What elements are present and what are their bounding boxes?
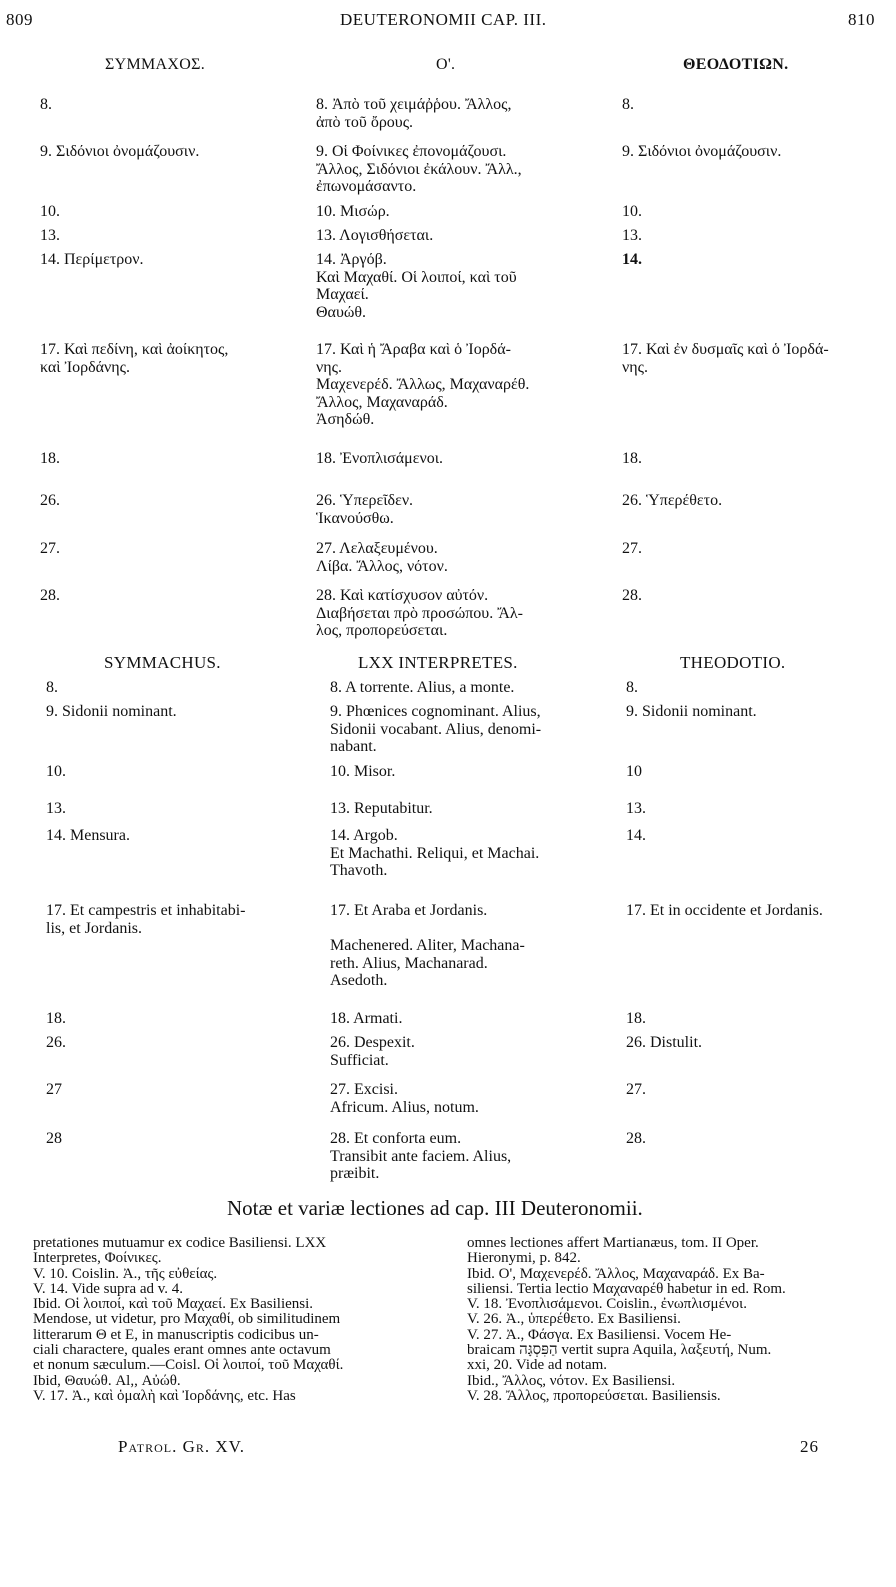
footer-series: Patrol. Gr. XV. bbox=[118, 1437, 246, 1456]
greek-theo-26: 26. Ὑπερέθετο. bbox=[622, 492, 723, 509]
latin-lxx-9: 9. Phœnices cognominant. Alius, Sidonii vocabant. Alius, denomi- nabant. bbox=[330, 703, 542, 755]
greek-sym-27: 27. bbox=[40, 540, 60, 557]
greek-sym-26: 26. bbox=[40, 492, 60, 509]
latin-sym-17: 17. Et campestris et inhabitabi- lis, et Jordanis. bbox=[46, 902, 246, 937]
greek-lxx-8: 8. Ἀπὸ τοῦ χειμάῤῥου. Ἄλλος, ἀπὸ τοῦ ὄρους. bbox=[316, 96, 512, 131]
latin-theo-17: 17. Et in occidente et Jordanis. bbox=[626, 902, 823, 919]
greek-lxx-18: 18. Ἐνοπλισάμενοι. bbox=[316, 450, 443, 467]
greek-sym-28: 28. bbox=[40, 587, 60, 604]
header-lxx-latin: LXX INTERPRETES. bbox=[358, 653, 518, 672]
latin-lxx-14: 14. Argob. Et Machathi. Reliqui, et Machai. Thavoth. bbox=[330, 827, 540, 879]
greek-sym-18: 18. bbox=[40, 450, 60, 467]
latin-sym-18: 18. bbox=[46, 1010, 66, 1027]
header-theodotion-greek: ΘΕΟΔΟΤΙΩΝ. bbox=[683, 56, 789, 73]
latin-theo-14: 14. bbox=[626, 827, 646, 844]
latin-theo-26: 26. Distulit. bbox=[626, 1034, 703, 1051]
notes-title: Notæ et variæ lectiones ad cap. III Deuteronomii. bbox=[227, 1196, 643, 1220]
greek-lxx-13: 13. Λογισθήσεται. bbox=[316, 227, 434, 244]
header-theodotio-latin: THEODOTIO. bbox=[680, 653, 786, 672]
greek-sym-10: 10. bbox=[40, 203, 60, 220]
latin-sym-9: 9. Sidonii nominant. bbox=[46, 703, 177, 720]
greek-theo-28: 28. bbox=[622, 587, 642, 604]
notes-left-column: pretationes mutuamur ex codice Basiliensi. LXX Interpretes, Φοίνικες. V. 10. Coislin. Ἀ., τῆς εὐθείας. V. 14. Vide supra ad v. 4. Ibid. Οἱ λοιποί, καὶ τοῦ Μαχαεί. Ex Basiliensi. Mendose, ut videtur, pro Μαχαθί, ob similitudinem litterarum Θ et Ε, in manuscriptis codicibus un- ciali charactere, quales erant omnes ante octavum et nonum sæculum.—Coisl. Οἱ λοιποί, τοῦ Μαχαθί. Ibid, Θαυώθ. Al,, Αὐώθ. V. 17. Ἀ., καὶ ὁμαλὴ καὶ Ἰορδάνης, etc. Has bbox=[33, 1235, 344, 1404]
greek-theo-27: 27. bbox=[622, 540, 642, 557]
notes-right-column: omnes lectiones affert Martianæus, tom. II Oper. Hieronymi, p. 842. Ibid. Ο', Μαχενερέδ. Ἄλλος, Μαχαναράδ. Ex Ba- siliensi. Tertia lectio Μαχαναρέθ habetur in ed. Rom. V. 18. Ἐνοπλισάμενοι. Coislin., ἐνωπλισμένοι. V. 26. Ἀ., ὑπερέθετο. Ex Basiliensi. V. 27. Ἀ., Φάσγα. Ex Basiliensi. Vocem He- braicam הַפִּסְגָּה vertit supra Aquila, λαξευτή, Num. xxi, 20. Vide ad notam. Ibid., Ἄλλος, νότον. Ex Basiliensi. V. 28. Ἄλλος, προπορεύσεται. Basiliensis. bbox=[467, 1235, 786, 1404]
latin-lxx-13: 13. Reputabitur. bbox=[330, 800, 433, 817]
latin-lxx-17: 17. Et Araba et Jordanis. Machenered. Aliter, Machana- reth. Alius, Machanarad. Asedoth. bbox=[330, 902, 525, 989]
latin-theo-13: 13. bbox=[626, 800, 646, 817]
latin-theo-27: 27. bbox=[626, 1081, 646, 1098]
latin-sym-14: 14. Mensura. bbox=[46, 827, 130, 844]
greek-lxx-17: 17. Καὶ ἡ Ἄραβα καὶ ὁ Ἰορδά- νης. Μαχενερέδ. Ἄλλως, Μαχαναρέθ. Ἄλλος, Μαχαναράδ. Ἀσηδώθ. bbox=[316, 341, 530, 428]
greek-sym-9: 9. Σιδόνιοι ὀνομάζουσιν. bbox=[40, 143, 200, 160]
greek-theo-9: 9. Σιδόνιοι ὀνομάζουσιν. bbox=[622, 143, 782, 160]
latin-theo-28: 28. bbox=[626, 1130, 646, 1147]
page-number-right: 810 bbox=[848, 10, 875, 29]
header-lxx-greek: Ο'. bbox=[436, 56, 456, 73]
latin-lxx-26: 26. Despexit. Sufficiat. bbox=[330, 1034, 415, 1069]
greek-lxx-10: 10. Μισώρ. bbox=[316, 203, 390, 220]
latin-sym-26: 26. bbox=[46, 1034, 66, 1051]
latin-sym-27: 27 bbox=[46, 1081, 62, 1098]
latin-sym-28: 28 bbox=[46, 1130, 62, 1147]
latin-theo-18: 18. bbox=[626, 1010, 646, 1027]
footer-signature: 26 bbox=[800, 1437, 819, 1456]
header-symmachus-greek: ΣΥΜΜΑΧΟΣ. bbox=[105, 56, 205, 73]
greek-theo-8: 8. bbox=[622, 96, 634, 113]
latin-lxx-27: 27. Excisi. Africum. Alius, notum. bbox=[330, 1081, 479, 1116]
header-symmachus-latin: SYMMACHUS. bbox=[104, 653, 221, 672]
latin-sym-8: 8. bbox=[46, 679, 58, 696]
greek-theo-10: 10. bbox=[622, 203, 642, 220]
page-number-left: 809 bbox=[6, 10, 33, 29]
greek-theo-18: 18. bbox=[622, 450, 642, 467]
running-title: DEUTERONOMII CAP. III. bbox=[340, 10, 547, 29]
greek-lxx-28: 28. Καὶ κατίσχυσον αὐτόν. Διαβήσεται πρὸ προσώπου. Ἄλ- λος, προπορεύσεται. bbox=[316, 587, 523, 639]
greek-lxx-9: 9. Οἱ Φοίνικες ἐπονομάζουσι. Ἄλλος, Σιδόνιοι ἐκάλουν. Ἄλλ., ἐπωνομάσαντο. bbox=[316, 143, 522, 195]
greek-sym-17: 17. Καὶ πεδίνη, καὶ ἀοίκητος, καὶ Ἰορδάνης. bbox=[40, 341, 229, 376]
greek-lxx-14: 14. Ἀργόβ. Καὶ Μαχαθί. Οἱ λοιποί, καὶ τοῦ Μαχαεί. Θαυώθ. bbox=[316, 251, 517, 321]
greek-theo-13: 13. bbox=[622, 227, 642, 244]
latin-sym-13: 13. bbox=[46, 800, 66, 817]
greek-theo-14: 14. bbox=[622, 251, 642, 268]
greek-sym-14: 14. Περίμετρον. bbox=[40, 251, 144, 268]
greek-sym-8: 8. bbox=[40, 96, 52, 113]
latin-lxx-8: 8. A torrente. Alius, a monte. bbox=[330, 679, 515, 696]
latin-theo-9: 9. Sidonii nominant. bbox=[626, 703, 757, 720]
greek-sym-13: 13. bbox=[40, 227, 60, 244]
greek-lxx-27: 27. Λελαξευμένου. Λίβα. Ἄλλος, νότον. bbox=[316, 540, 448, 575]
greek-lxx-26: 26. Ὑπερεῖδεν. Ἱκανούσθω. bbox=[316, 492, 414, 527]
latin-sym-10: 10. bbox=[46, 763, 66, 780]
latin-theo-10: 10 bbox=[626, 763, 642, 780]
latin-lxx-10: 10. Misor. bbox=[330, 763, 396, 780]
latin-lxx-28: 28. Et conforta eum. Transibit ante faciem. Alius, præibit. bbox=[330, 1130, 512, 1182]
greek-theo-17: 17. Καὶ ἐν δυσμαῖς καὶ ὁ Ἰορδά- νης. bbox=[622, 341, 829, 376]
latin-theo-8: 8. bbox=[626, 679, 638, 696]
latin-lxx-18: 18. Armati. bbox=[330, 1010, 403, 1027]
